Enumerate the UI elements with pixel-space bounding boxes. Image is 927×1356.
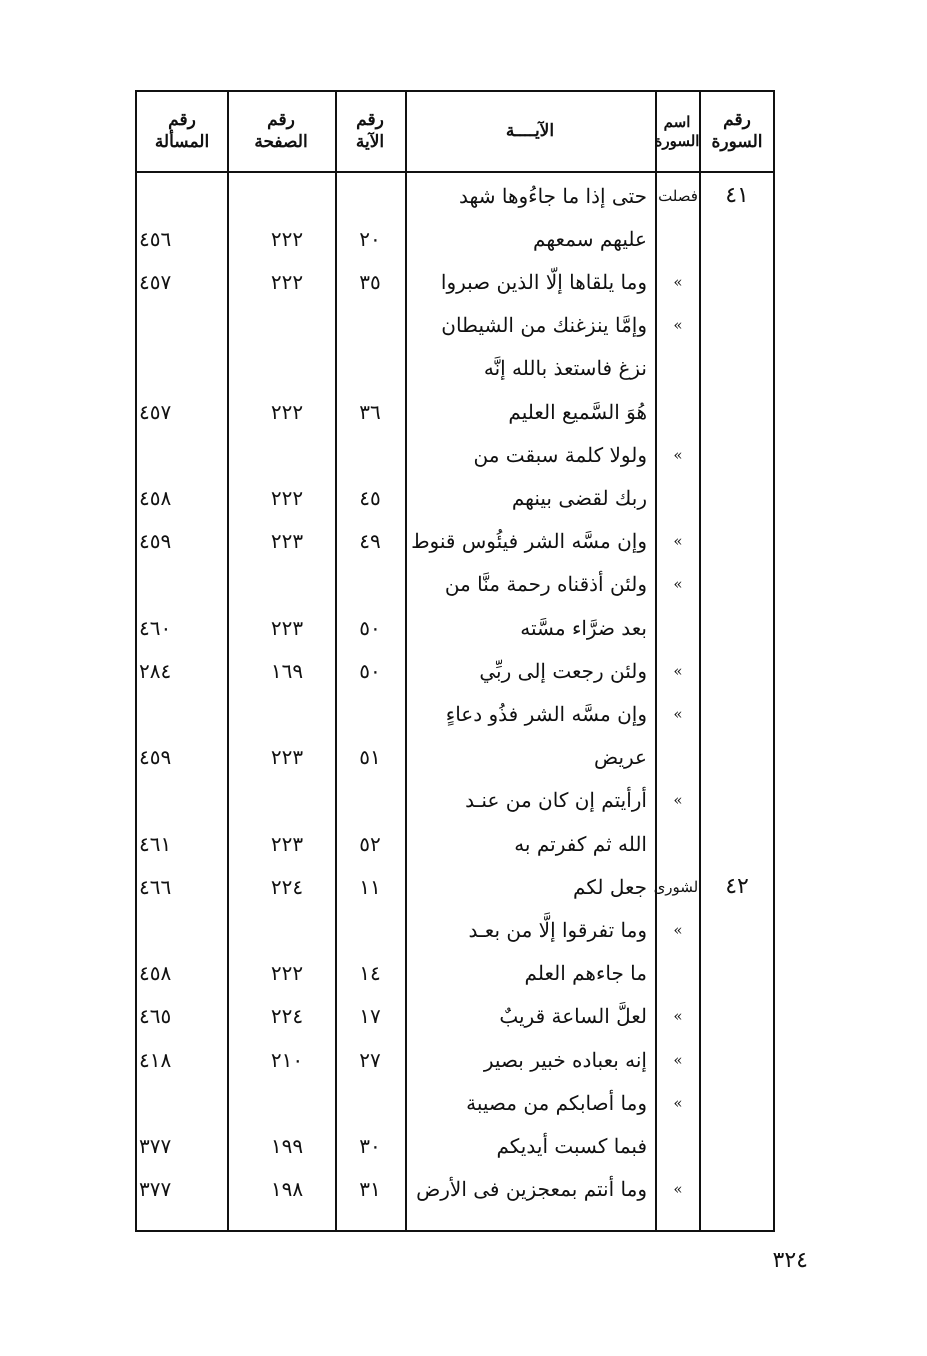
surah-name-cell (657, 736, 699, 779)
page-number-cell (237, 692, 337, 735)
table-row (137, 347, 773, 390)
surah-number-cell: ٤٢ (725, 874, 749, 900)
page-number-cell: ٢٢٢ (270, 485, 304, 510)
surah-number-cell (699, 692, 775, 735)
surah-name-cell: فصلت (658, 186, 698, 205)
surah-name-cell (657, 390, 699, 433)
header-divider (137, 171, 773, 173)
header-ayah (405, 92, 655, 171)
table-row (137, 692, 773, 735)
surah-number-cell: ٤١ (725, 183, 749, 208)
question-number-cell: ٤٥٨ (139, 961, 172, 986)
ayah-text-cell: ما جاءهم العلم (524, 961, 647, 986)
surah-name-cell: » (673, 791, 683, 810)
ayah-text-cell: هُوَ السَّميع العليم (508, 399, 647, 424)
page-number-cell: ٢٢٣ (270, 615, 304, 640)
table-row (137, 822, 773, 865)
page-number-cell (237, 779, 337, 822)
question-number-cell: ٣٧٧ (139, 1177, 172, 1202)
surah-name-cell: » (673, 920, 683, 939)
header-surah-number (699, 92, 775, 171)
surah-number-cell (699, 476, 775, 519)
surah-name-cell (657, 952, 699, 995)
surah-number-cell (699, 347, 775, 390)
ayah-text-cell: وإمَّا ينزغنك من الشيطان (441, 313, 647, 338)
ayah-number-cell: ٣٥ (359, 269, 381, 294)
table-row (137, 1081, 773, 1124)
ayah-text-cell: حتى إذا ما جاءُوها شهد (459, 183, 647, 208)
surah-name-cell (657, 822, 699, 865)
header-line: الصفحة (254, 131, 308, 152)
header-line: السورة (654, 131, 700, 150)
ayah-number-cell: ١٧ (359, 1004, 381, 1029)
header-line: رقم (267, 110, 295, 131)
ayah-number-cell: ٢٧ (359, 1047, 381, 1072)
page-number-cell: ١٦٩ (270, 658, 304, 683)
table-row (137, 304, 773, 347)
ayah-number-cell: ١٤ (359, 961, 381, 986)
ayah-text-cell: وما أصابكم من مصيبة (466, 1090, 647, 1115)
table-row (137, 1124, 773, 1167)
page-number-cell: ٢٢٢ (270, 399, 304, 424)
page-number-cell: ٢٢٤ (270, 1004, 304, 1029)
ayah-number-cell (337, 347, 403, 390)
table-row (137, 995, 773, 1038)
ayah-number-cell (337, 563, 403, 606)
header-line: الآية (355, 131, 385, 152)
page-number-cell (237, 174, 337, 217)
surah-number-cell (699, 649, 775, 692)
header-line: رقم (356, 110, 384, 131)
ayah-number-cell: ٥٠ (359, 615, 381, 640)
table-row (137, 779, 773, 822)
surah-name-cell: » (673, 661, 683, 680)
table-row (137, 908, 773, 951)
ayah-number-cell (337, 692, 403, 735)
page-number: ٣٢٤ (772, 1248, 808, 1273)
surah-name-cell: » (673, 1180, 683, 1199)
table-row (137, 606, 773, 649)
header-line: رقم (723, 110, 751, 131)
ayah-number-cell: ٥٢ (359, 831, 381, 856)
table-row (137, 865, 773, 908)
page-number-cell (237, 908, 337, 951)
question-number-cell (139, 779, 235, 822)
question-number-cell: ٤٦٠ (139, 615, 172, 640)
surah-number-cell (699, 736, 775, 779)
question-number-cell (139, 174, 235, 217)
ayah-text-cell: عليهم سمعهم (533, 226, 647, 251)
surah-number-cell (699, 1168, 775, 1211)
surah-name-cell (657, 1124, 699, 1167)
table-row (137, 736, 773, 779)
question-number-cell (139, 563, 235, 606)
ayah-number-cell: ١١ (359, 874, 381, 899)
surah-name-cell: » (673, 316, 683, 335)
page-number-cell (237, 433, 337, 476)
surah-name-cell: » (673, 1050, 683, 1069)
header-line: السورة (711, 131, 763, 152)
page-number-cell (237, 347, 337, 390)
ayah-text-cell: ولولا كلمة سبقت من (473, 442, 647, 467)
ayah-number-cell (337, 433, 403, 476)
header-line: المسألة (154, 131, 210, 152)
question-number-cell: ٤٥٦ (139, 226, 172, 251)
page-number-cell: ٢١٠ (270, 1047, 304, 1072)
ayah-number-cell: ٣٠ (359, 1133, 381, 1158)
surah-name-cell (657, 217, 699, 260)
surah-name-cell: الشورى (653, 877, 703, 896)
page-number-cell: ٢٢٢ (270, 226, 304, 251)
surah-number-cell (699, 822, 775, 865)
question-number-cell (139, 347, 235, 390)
question-number-cell: ٤٦١ (139, 831, 172, 856)
ayah-text-cell: عريض (593, 745, 647, 770)
surah-name-cell (657, 606, 699, 649)
table-row (137, 476, 773, 519)
surah-number-cell (699, 952, 775, 995)
question-number-cell: ٣٧٧ (139, 1133, 172, 1158)
ayah-text-cell: وما يلقاها إلّا الذين صبروا (440, 269, 647, 294)
surah-number-cell (699, 433, 775, 476)
header-page-number (227, 92, 335, 171)
header-surah-name (655, 92, 699, 171)
table-row (137, 217, 773, 260)
page-number-cell: ٢٢٣ (270, 831, 304, 856)
ayah-text-cell: فبما كسبت أيديكم (496, 1133, 647, 1158)
ayah-number-cell (337, 908, 403, 951)
table-row (137, 520, 773, 563)
table-row (137, 649, 773, 692)
question-number-cell: ٢٨٤ (139, 658, 172, 683)
surah-number-cell (699, 995, 775, 1038)
page-number-cell: ٢٢٣ (270, 529, 304, 554)
header-line: الآيــــة (505, 120, 555, 141)
header-line: اسم (663, 112, 691, 131)
page-number-cell (237, 304, 337, 347)
ayah-text-cell: وإن مسَّه الشر فذُو دعاءٍ (445, 701, 647, 726)
table-row (137, 433, 773, 476)
question-number-cell: ٤١٨ (139, 1047, 172, 1072)
surah-name-cell: » (673, 1007, 683, 1026)
ayah-number-cell: ٥٠ (359, 658, 381, 683)
table-row (137, 260, 773, 303)
question-number-cell (139, 1081, 235, 1124)
surah-number-cell (699, 908, 775, 951)
header-question-number (137, 92, 227, 171)
question-number-cell: ٤٥٩ (139, 529, 172, 554)
page-number-cell: ٢٢٢ (270, 269, 304, 294)
ayah-text-cell: وما أنتم بمعجزين فى الأرض (416, 1177, 647, 1202)
page-number-cell (237, 563, 337, 606)
header-line: رقم (168, 110, 196, 131)
page-number-cell: ١٩٨ (270, 1177, 304, 1202)
header-ayah-number (335, 92, 405, 171)
ayah-text-cell: وإن مسَّه الشر فيئُوس قنوط (411, 529, 647, 554)
surah-number-cell (699, 606, 775, 649)
table-row (137, 952, 773, 995)
surah-name-cell (657, 476, 699, 519)
surah-name-cell: » (673, 532, 683, 551)
ayah-text-cell: بعد ضرَّاء مسَّته (520, 615, 647, 640)
ayah-number-cell: ٣١ (359, 1177, 381, 1202)
ayah-number-cell (337, 174, 403, 217)
table-row (137, 563, 773, 606)
surah-number-cell (699, 1081, 775, 1124)
surah-name-cell: » (673, 272, 683, 291)
surah-number-cell (699, 217, 775, 260)
surah-number-cell (699, 390, 775, 433)
ayah-number-cell: ٢٠ (359, 226, 381, 251)
ayah-number-cell: ٤٩ (359, 529, 381, 554)
ayah-number-cell (337, 1081, 403, 1124)
question-number-cell: ٤٥٧ (139, 269, 172, 294)
table-row (137, 1168, 773, 1211)
page-number-cell: ٢٢٢ (270, 961, 304, 986)
ayah-text-cell: ربك لقضى بينهم (511, 485, 647, 510)
question-number-cell (139, 433, 235, 476)
surah-number-cell (699, 779, 775, 822)
ayah-text-cell: جعل لكم (573, 874, 647, 899)
page-number-cell: ٢٢٤ (270, 874, 304, 899)
surah-number-cell (699, 1038, 775, 1081)
question-number-cell: ٤٥٨ (139, 485, 172, 510)
ayah-text-cell: الله ثم كفرتم به (514, 831, 647, 856)
surah-name-cell (657, 347, 699, 390)
index-table (135, 90, 775, 1232)
surah-name-cell: » (673, 704, 683, 723)
page-number-cell: ١٩٩ (270, 1133, 304, 1158)
page-number-cell (237, 1081, 337, 1124)
question-number-cell (139, 692, 235, 735)
surah-name-cell: » (673, 445, 683, 464)
question-number-cell: ٤٥٧ (139, 399, 172, 424)
surah-number-cell (699, 304, 775, 347)
ayah-number-cell (337, 779, 403, 822)
ayah-number-cell (337, 304, 403, 347)
ayah-text-cell: وما تفرقوا إلَّا من بعـد (468, 917, 647, 942)
ayah-text-cell: ولئن أذقناه رحمة منَّا من (444, 572, 647, 597)
question-number-cell (139, 304, 235, 347)
table-row (137, 390, 773, 433)
question-number-cell: ٤٦٥ (139, 1004, 172, 1029)
ayah-text-cell: إنه بعباده خبير بصير (483, 1047, 647, 1072)
question-number-cell: ٤٥٩ (139, 745, 172, 770)
ayah-number-cell: ٥١ (359, 745, 381, 770)
surah-number-cell (699, 260, 775, 303)
question-number-cell (139, 908, 235, 951)
ayah-text-cell: لعلَّ الساعة قريبٌ (499, 1004, 647, 1029)
ayah-text-cell: نزغ فاستعذ بالله إنَّه (483, 356, 647, 381)
page-number-cell: ٢٢٣ (270, 745, 304, 770)
surah-number-cell (699, 520, 775, 563)
surah-number-cell (699, 563, 775, 606)
ayah-number-cell: ٤٥ (359, 485, 381, 510)
ayah-number-cell: ٣٦ (359, 399, 381, 424)
surah-name-cell: » (673, 575, 683, 594)
question-number-cell: ٤٦٦ (139, 874, 172, 899)
ayah-text-cell: أرأيتم إن كان من عنـد (465, 788, 647, 813)
surah-number-cell (699, 1124, 775, 1167)
ayah-text-cell: ولئن رجعت إلى ربِّي (479, 658, 647, 683)
surah-name-cell: » (673, 1093, 683, 1112)
table-row (137, 1038, 773, 1081)
table-row (137, 174, 773, 217)
